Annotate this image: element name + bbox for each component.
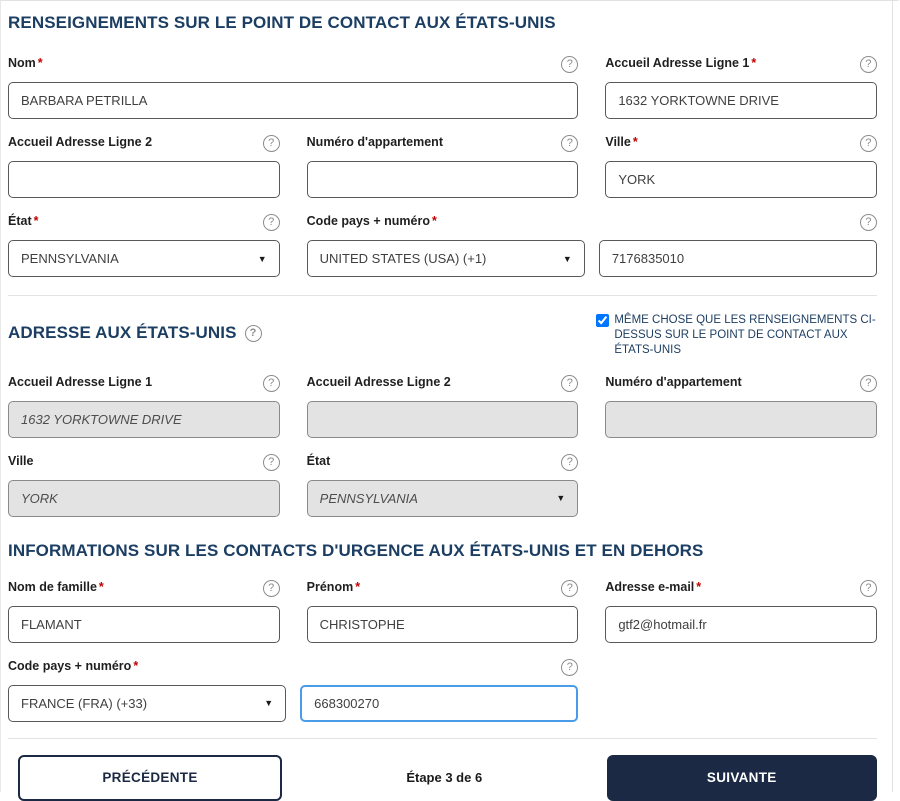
urgence-nom-label: Nom de famille *	[8, 579, 104, 594]
help-icon[interactable]: ?	[561, 580, 578, 597]
required-marker: *	[431, 214, 437, 228]
contact-etat-label: État *	[8, 214, 39, 228]
required-marker: *	[355, 579, 361, 594]
adresse-etat-selected-value: PENNSYLVANIA	[319, 490, 418, 506]
contact-ville-label: Ville *	[605, 135, 638, 149]
field-contact-addr1	[605, 56, 877, 119]
contact-addr1-label: Accueil Adresse Ligne 1 *	[605, 56, 757, 70]
section-urgence-title-text: INFORMATIONS SUR LES CONTACTS D'URGENCE AUX ÉTATS-UNIS ET EN DEHORS	[8, 540, 704, 560]
field-contact-apt	[307, 135, 579, 198]
help-icon[interactable]: ?	[860, 135, 877, 152]
next-button[interactable]: SUIVANTE	[607, 755, 878, 801]
urgence-prenom-label: Prénom *	[306, 579, 361, 594]
urgence-country-code-select[interactable]	[8, 685, 286, 722]
section-divider	[8, 295, 877, 296]
urgence-row-2	[8, 659, 877, 722]
contact-country-code-value: UNITED STATES (USA) (+1)	[319, 251, 487, 266]
adresse-addr2-input	[307, 401, 579, 438]
field-urgence-nom	[8, 580, 280, 643]
section-contact-title	[8, 13, 877, 33]
help-icon[interactable]: ?	[263, 375, 280, 392]
help-icon[interactable]: ?	[263, 454, 280, 471]
field-urgence-prenom	[307, 580, 579, 643]
required-marker: *	[632, 135, 638, 149]
required-marker: *	[751, 56, 757, 70]
contact-apt-label: Numéro d'appartement	[306, 135, 443, 149]
section-urgence-title	[8, 541, 877, 561]
contact-row-2	[8, 135, 877, 198]
adresse-addr1-label: Accueil Adresse Ligne 1	[8, 374, 153, 389]
section-adresse-header	[8, 309, 877, 358]
adresse-etat-label: État	[306, 453, 331, 468]
nom-input[interactable]	[8, 82, 578, 119]
adresse-ville-label: Ville	[8, 453, 34, 468]
help-icon[interactable]: ?	[263, 580, 280, 597]
help-icon[interactable]: ?	[860, 375, 877, 392]
help-icon[interactable]: ?	[561, 135, 578, 152]
help-icon[interactable]: ?	[860, 214, 877, 231]
contact-ville-input[interactable]	[605, 161, 877, 198]
contact-country-code-select[interactable]	[307, 240, 585, 277]
urgence-country-code-value: FRANCE (FRA) (+33)	[21, 695, 148, 711]
adresse-apt-input	[605, 401, 877, 438]
adresse-ville-input	[8, 480, 280, 517]
urgence-codepays-label: Code pays + numéro *	[8, 658, 139, 673]
adresse-addr2-label: Accueil Adresse Ligne 2	[306, 374, 451, 389]
section-adresse-title	[8, 309, 569, 358]
help-icon[interactable]: ?	[860, 580, 877, 597]
help-icon[interactable]: ?	[245, 325, 262, 342]
contact-addr1-input[interactable]	[605, 82, 877, 119]
adresse-row-2	[8, 454, 877, 517]
adresse-row-1	[8, 375, 877, 438]
previous-button[interactable]: PRÉCÉDENTE	[18, 755, 282, 801]
contact-phone-input[interactable]	[599, 240, 877, 277]
help-icon[interactable]: ?	[561, 56, 578, 73]
urgence-row-1	[8, 580, 877, 643]
contact-addr2-label: Accueil Adresse Ligne 2	[8, 135, 153, 149]
section-adresse-title-text: ADRESSE AUX ÉTATS-UNIS	[8, 323, 237, 343]
chevron-down-icon: ▼	[562, 253, 572, 264]
required-marker: *	[696, 579, 702, 594]
required-marker: *	[33, 214, 39, 228]
same-as-contact-checkbox-row	[596, 309, 877, 358]
contact-codepays-label: Code pays + numéro *	[306, 214, 437, 228]
urgence-nom-input[interactable]	[8, 606, 280, 643]
field-nom	[8, 56, 578, 119]
urgence-phone-input[interactable]	[300, 685, 578, 722]
field-contact-etat	[8, 214, 280, 277]
help-icon[interactable]: ?	[561, 454, 578, 471]
section-contact-title-text: RENSEIGNEMENTS SUR LE POINT DE CONTACT AUX ÉTATS-UNIS	[8, 13, 556, 32]
field-contact-addr2	[8, 135, 280, 198]
help-icon[interactable]: ?	[561, 375, 578, 392]
field-adresse-addr2	[307, 375, 579, 438]
help-icon[interactable]: ?	[860, 56, 877, 73]
field-urgence-email	[605, 580, 877, 643]
contact-row-3	[8, 214, 877, 277]
contact-row-1	[8, 56, 877, 119]
field-adresse-ville	[8, 454, 280, 517]
chevron-down-icon: ▼	[257, 253, 267, 264]
field-adresse-apt	[605, 375, 877, 438]
chevron-down-icon: ▼	[264, 698, 274, 709]
contact-apt-input[interactable]	[307, 161, 579, 198]
field-adresse-etat	[307, 454, 579, 517]
help-icon[interactable]: ?	[561, 659, 578, 676]
adresse-etat-select	[307, 480, 579, 517]
field-adresse-addr1	[8, 375, 280, 438]
field-contact-phone	[307, 214, 877, 277]
required-marker: *	[98, 579, 104, 594]
urgence-email-input[interactable]	[605, 606, 877, 643]
adresse-addr1-input	[8, 401, 280, 438]
contact-etat-selected-value: PENNSYLVANIA	[21, 251, 119, 266]
contact-etat-select[interactable]	[8, 240, 280, 277]
step-indicator: Étape 3 de 6	[406, 770, 483, 786]
same-as-contact-checkbox[interactable]	[596, 314, 609, 327]
required-marker: *	[133, 658, 139, 673]
chevron-down-icon: ▼	[556, 493, 566, 504]
same-as-contact-checkbox-label: MÊME CHOSE QUE LES RENSEIGNEMENTS CI-DESSUS SUR LE POINT DE CONTACT AUX ÉTATS-UNIS	[614, 314, 876, 356]
nom-label: Nom *	[8, 56, 43, 70]
urgence-prenom-input[interactable]	[307, 606, 579, 643]
footer-nav	[8, 755, 877, 801]
field-urgence-phone	[8, 659, 578, 722]
field-contact-ville	[605, 135, 877, 198]
help-icon[interactable]: ?	[263, 214, 280, 231]
contact-addr2-input[interactable]	[8, 161, 280, 198]
footer-divider	[8, 738, 877, 739]
help-icon[interactable]: ?	[263, 135, 280, 152]
urgence-email-label: Adresse e-mail *	[605, 579, 702, 594]
required-marker: *	[37, 56, 43, 70]
adresse-apt-label: Numéro d'appartement	[605, 374, 742, 389]
